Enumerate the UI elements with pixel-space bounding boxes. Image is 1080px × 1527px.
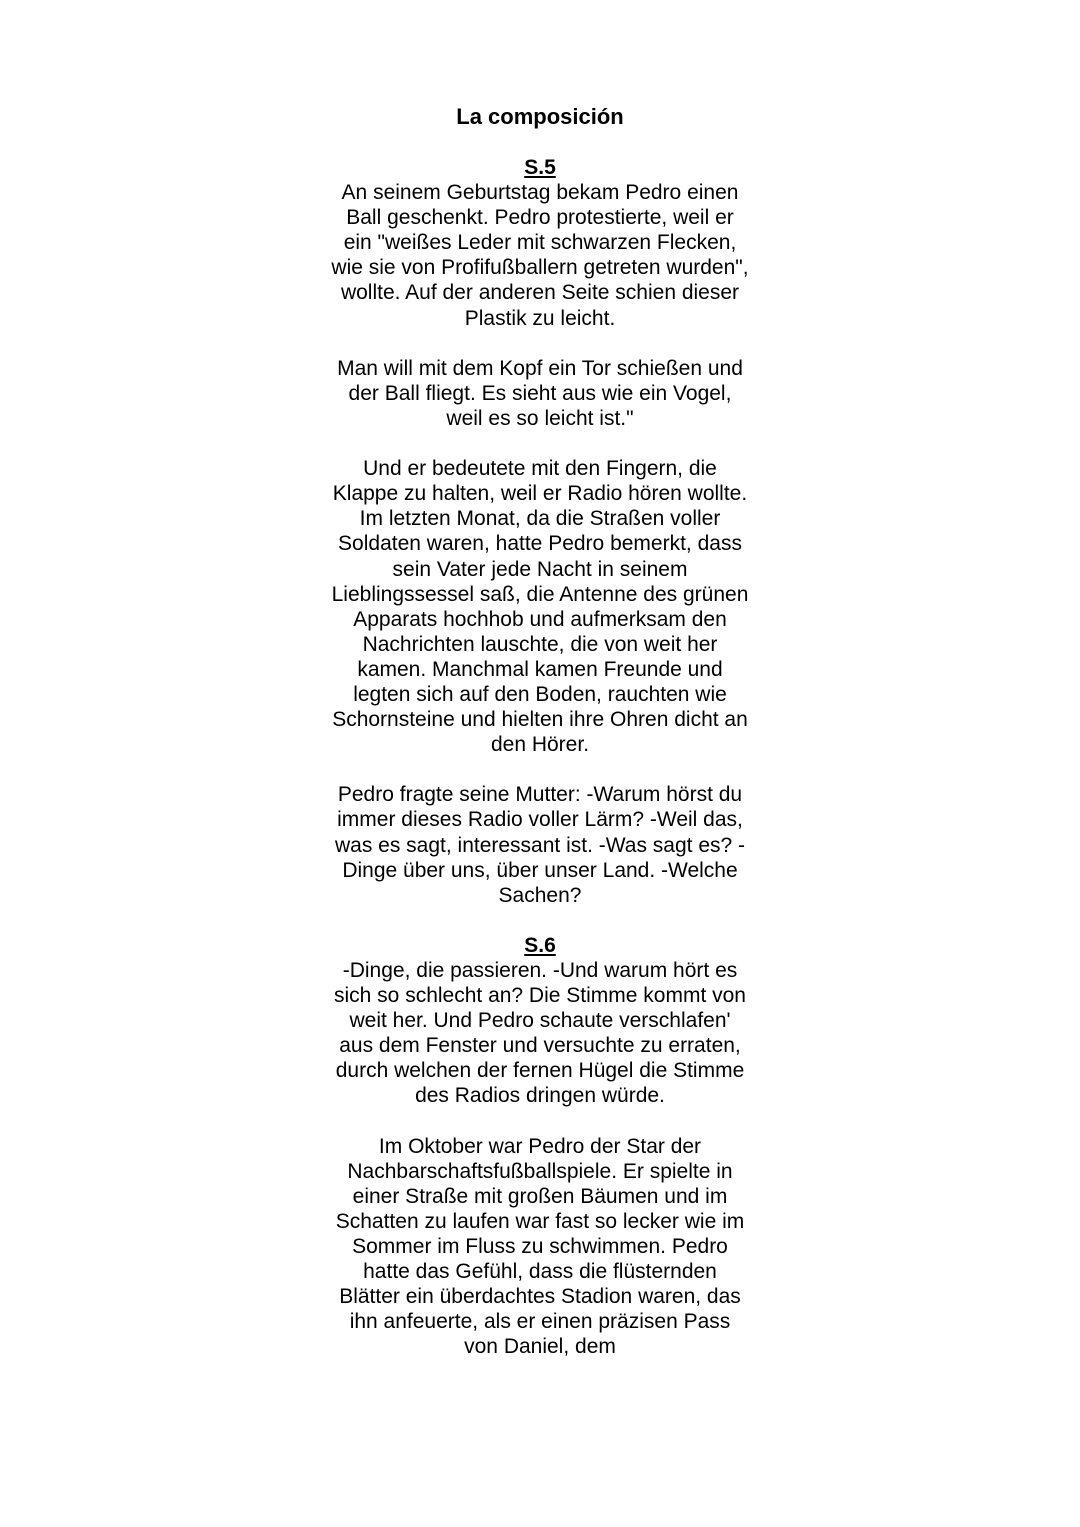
text-column <box>330 155 750 1360</box>
paragraph-spacer <box>330 757 750 782</box>
section-heading-s6: S.6 <box>524 933 556 957</box>
paragraph: Und er bedeutete mit den Fingern, die Klappe zu halten, weil er Radio hören wollte. Im letzten Monat, da die Straßen voller Soldaten waren, hatte Pedro bemerkt, dass sein Vater jede Nacht in seinem Lieblingssessel saß, die Antenne des grünen Apparats hochhob und aufmerksam den Nachrichten lauschte, die von weit her kamen. Manchmal kamen Freunde und legten sich auf den Boden, rauchten wie Schornsteine und hielten ihre Ohren dicht an den Hörer. <box>331 457 749 757</box>
paragraph-spacer <box>330 331 750 356</box>
paragraph-spacer <box>330 1109 750 1134</box>
section-heading-s5: S.5 <box>524 156 556 179</box>
document-title: La composición <box>456 104 624 129</box>
paragraph: Im Oktober war Pedro der Star der Nachbarschaftsfußballspiele. Er spielte in einer Straße mit großen Bäumen und im Schatten zu laufen war fast so lecker wie im Sommer im Fluss zu schwimmen. Pedro hatte das Gefühl, dass die flüsternden Blätter ein überdachtes Stadion waren, das ihn anfeuerte, als er einen präzisen Pass von Daniel, dem <box>335 1134 745 1359</box>
paragraph: Pedro fragte seine Mutter: -Warum hörst du immer dieses Radio voller Lärm? -Weil das, was es sagt, interessant ist. -Was sagt es? -Dinge über uns, über unser Land. -Welche Sachen? <box>334 783 746 907</box>
paragraph-spacer <box>330 431 750 456</box>
paragraph: An seinem Geburtstag bekam Pedro einen Ball geschenkt. Pedro protestierte, weil er ein "weißes Leder mit schwarzen Flecken, wie sie von Profifußballern getreten wurden", wollte. Auf der anderen Seite schien dieser Plastik zu leicht. <box>331 181 749 330</box>
paragraph: -Dinge, die passieren. -Und warum hört es sich so schlecht an? Die Stimme kommt von weit her. Und Pedro schaute verschlafen' aus dem Fenster und versuchte zu erraten, durch welchen der fernen Hügel die Stimme des Radios dringen würde. <box>334 959 746 1108</box>
paragraph: Man will mit dem Kopf ein Tor schießen und der Ball fliegt. Es sieht aus wie ein Vogel, weil es so leicht ist." <box>337 356 743 430</box>
paragraph-spacer <box>330 908 750 933</box>
